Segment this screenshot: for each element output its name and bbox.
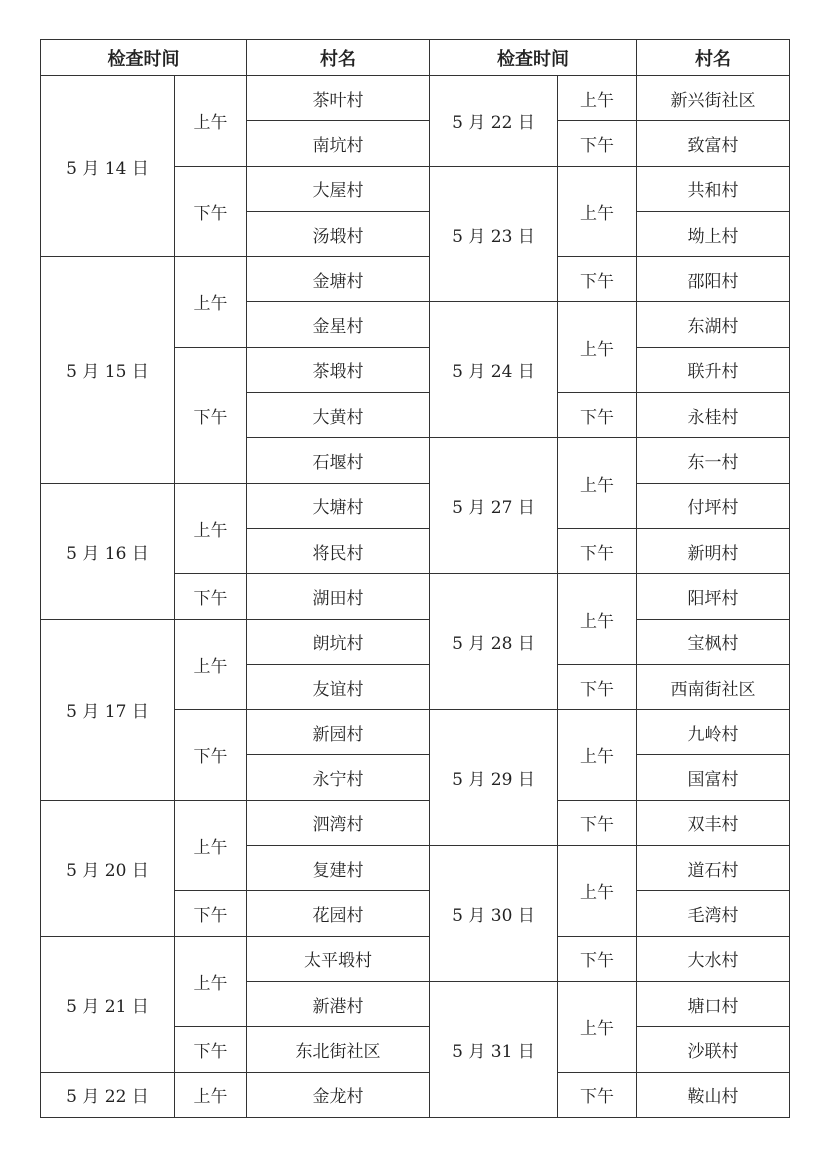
right-village-cell: 新兴街社区 <box>637 76 790 121</box>
left-date-cell: 5 月 17 日 <box>41 619 175 800</box>
left-village-cell: 新园村 <box>247 710 430 755</box>
right-date-cell: 5 月 24 日 <box>430 302 558 438</box>
right-period-cell: 上午 <box>558 166 637 257</box>
left-date-cell: 5 月 21 日 <box>41 936 175 1072</box>
left-village-cell: 大黄村 <box>247 393 430 438</box>
right-village-cell: 东湖村 <box>637 302 790 347</box>
left-village-cell: 湖田村 <box>247 574 430 619</box>
right-date-cell: 5 月 29 日 <box>430 710 558 846</box>
right-village-cell: 沙联村 <box>637 1027 790 1072</box>
right-village-cell: 毛湾村 <box>637 891 790 936</box>
left-period-cell: 上午 <box>175 1072 247 1117</box>
right-date-cell: 5 月 28 日 <box>430 574 558 710</box>
left-period-cell: 上午 <box>175 257 247 348</box>
left-village-cell: 汤塅村 <box>247 211 430 256</box>
left-period-cell: 下午 <box>175 166 247 257</box>
inspection-schedule-table <box>40 39 790 1118</box>
right-village-cell: 宝枫村 <box>637 619 790 664</box>
left-period-cell: 上午 <box>175 800 247 891</box>
right-village-cell: 鞍山村 <box>637 1072 790 1117</box>
right-period-cell: 上午 <box>558 438 637 529</box>
left-village-cell: 永宁村 <box>247 755 430 800</box>
header-row <box>41 40 790 76</box>
right-period-cell: 下午 <box>558 800 637 845</box>
right-village-cell: 大水村 <box>637 936 790 981</box>
left-period-cell: 上午 <box>175 619 247 710</box>
left-period-cell: 下午 <box>175 891 247 936</box>
left-village-cell: 花园村 <box>247 891 430 936</box>
right-period-cell: 上午 <box>558 846 637 937</box>
left-date-cell: 5 月 14 日 <box>41 76 175 257</box>
right-village-cell: 新明村 <box>637 528 790 573</box>
right-village-cell: 东一村 <box>637 438 790 483</box>
left-period-cell: 上午 <box>175 76 247 167</box>
left-village-cell: 太平塅村 <box>247 936 430 981</box>
right-village-cell: 永桂村 <box>637 393 790 438</box>
left-village-cell: 南坑村 <box>247 121 430 166</box>
right-village-cell: 联升村 <box>637 347 790 392</box>
right-period-cell: 上午 <box>558 302 637 393</box>
right-village-cell: 共和村 <box>637 166 790 211</box>
left-village-cell: 将民村 <box>247 528 430 573</box>
right-period-cell: 上午 <box>558 981 637 1072</box>
right-village-cell: 阳坪村 <box>637 574 790 619</box>
left-village-cell: 友谊村 <box>247 664 430 709</box>
right-village-cell: 邵阳村 <box>637 257 790 302</box>
right-village-cell: 致富村 <box>637 121 790 166</box>
left-village-cell: 朗坑村 <box>247 619 430 664</box>
right-period-cell: 下午 <box>558 1072 637 1117</box>
left-village-cell: 石堰村 <box>247 438 430 483</box>
table-row <box>41 257 790 302</box>
right-period-cell: 下午 <box>558 121 637 166</box>
right-period-cell: 下午 <box>558 393 637 438</box>
left-village-cell: 茶塅村 <box>247 347 430 392</box>
right-period-cell: 下午 <box>558 257 637 302</box>
right-period-cell: 下午 <box>558 936 637 981</box>
left-date-cell: 5 月 15 日 <box>41 257 175 483</box>
right-village-cell: 坳上村 <box>637 211 790 256</box>
right-village-cell: 付坪村 <box>637 483 790 528</box>
left-village-cell: 新港村 <box>247 981 430 1026</box>
right-period-cell: 上午 <box>558 76 637 121</box>
right-date-cell: 5 月 23 日 <box>430 166 558 302</box>
right-village-cell: 国富村 <box>637 755 790 800</box>
right-village-cell: 双丰村 <box>637 800 790 845</box>
header-village-right: 村名 <box>637 40 790 76</box>
right-period-cell: 下午 <box>558 664 637 709</box>
right-date-cell: 5 月 31 日 <box>430 981 558 1117</box>
left-village-cell: 茶叶村 <box>247 76 430 121</box>
left-village-cell: 泗湾村 <box>247 800 430 845</box>
left-period-cell: 上午 <box>175 936 247 1027</box>
left-period-cell: 下午 <box>175 574 247 619</box>
right-date-cell: 5 月 30 日 <box>430 846 558 982</box>
left-date-cell: 5 月 20 日 <box>41 800 175 936</box>
right-village-cell: 九岭村 <box>637 710 790 755</box>
right-period-cell: 下午 <box>558 528 637 573</box>
left-village-cell: 复建村 <box>247 846 430 891</box>
table-row <box>41 76 790 121</box>
left-period-cell: 下午 <box>175 347 247 483</box>
left-date-cell: 5 月 22 日 <box>41 1072 175 1117</box>
right-village-cell: 道石村 <box>637 846 790 891</box>
left-village-cell: 金星村 <box>247 302 430 347</box>
header-check-time-right: 检查时间 <box>430 40 637 76</box>
table-row <box>41 936 790 981</box>
header-village-left: 村名 <box>247 40 430 76</box>
table-row <box>41 800 790 845</box>
left-period-cell: 上午 <box>175 483 247 574</box>
header-check-time-left: 检查时间 <box>41 40 247 76</box>
left-period-cell: 下午 <box>175 710 247 801</box>
right-period-cell: 上午 <box>558 710 637 801</box>
left-village-cell: 大塘村 <box>247 483 430 528</box>
right-village-cell: 塘口村 <box>637 981 790 1026</box>
right-date-cell: 5 月 27 日 <box>430 438 558 574</box>
left-period-cell: 下午 <box>175 1027 247 1072</box>
left-village-cell: 大屋村 <box>247 166 430 211</box>
left-date-cell: 5 月 16 日 <box>41 483 175 619</box>
left-village-cell: 金塘村 <box>247 257 430 302</box>
right-period-cell: 上午 <box>558 574 637 665</box>
left-village-cell: 东北街社区 <box>247 1027 430 1072</box>
right-village-cell: 西南街社区 <box>637 664 790 709</box>
left-village-cell: 金龙村 <box>247 1072 430 1117</box>
table-row <box>41 1072 790 1117</box>
table-row <box>41 483 790 528</box>
table-row <box>41 619 790 664</box>
right-date-cell: 5 月 22 日 <box>430 76 558 167</box>
